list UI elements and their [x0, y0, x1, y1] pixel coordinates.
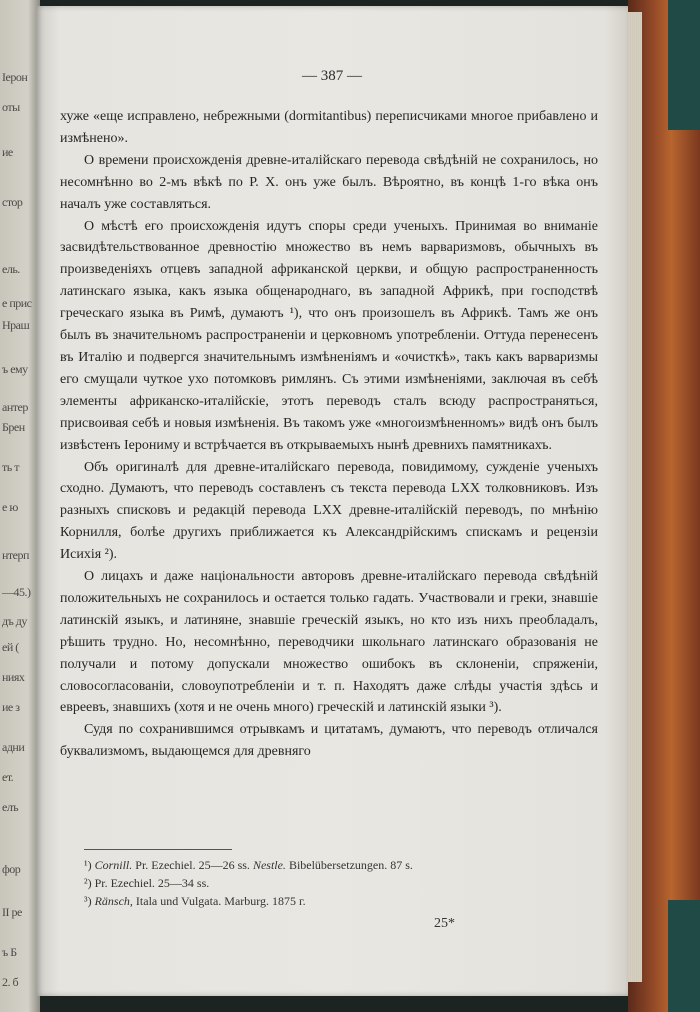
adjacent-left-page: [0, 0, 40, 1012]
page-body: [60, 106, 598, 763]
left-page-fragment: ІІ ре: [2, 905, 22, 919]
left-page-fragment: е прис: [2, 296, 32, 310]
left-page-fragment: ет.: [2, 770, 14, 784]
signature-mark: 25*: [434, 916, 455, 931]
paragraph: хуже «еще исправлено, небрежными (dormitantibus) переписчиками многое прибавлено и измѣнено».: [60, 109, 598, 146]
left-page-fragment: ъ Б: [2, 945, 17, 959]
footnote-mark: ¹): [84, 858, 92, 872]
left-page-fragment: ниях: [2, 670, 25, 684]
footnote-mark: ³): [84, 894, 92, 908]
left-page-fragment: ей (: [2, 640, 19, 654]
left-page-fragment: ель.: [2, 262, 20, 276]
left-page-fragment: ие: [2, 145, 13, 159]
left-page-fragment: 2. б: [2, 975, 19, 989]
left-page-fragment: елъ: [2, 800, 19, 814]
paragraph: О лицахъ и даже національности авторовъ древне-италійскаго перевода свѣдѣній положительныхъ не сохранилось и остается только гадать. Участвовали и греки, знавшіе латинскій языкъ, и латиняне, знавшіе греческій языкъ, но кто изъ нихъ преобладалъ, рѣшить трудно. Но, несомнѣнно, переводчики школьнаго латинскаго образованія не получали и потому допускали множество ошибокъ въ склоненіи, спряженіи, словосогласованіи, словоупотребленіи и т. п. Находятъ даже слѣды участія здѣсь и евреевъ, знавшихъ (хотя и не очень много) греческій и латинскій языки ³).: [60, 569, 598, 716]
paragraph: О мѣстѣ его происхожденія идутъ споры среди ученыхъ. Принимая во вниманіе засвидѣтельствованное древностію множество въ немъ варваризмовъ, обычныхъ въ произведеніяхъ отцевъ западной африканской церкви, и общую распространенность латинскаго языка, какъ языка общенароднаго, въ западной Африкѣ, при господствѣ греческаго языка въ Римѣ, думаютъ ¹), что онъ произошелъ въ Африкѣ. Тамъ же онъ былъ въ значительномъ распространеніи и церковномъ употребленіи. Оттуда перенесенъ въ Италію и подвергся значительнымъ измѣненіямъ и «очисткѣ», такъ какъ варваризмы его смущали чуткое ухо потомковъ римлянъ. Съ этими измѣненіями, заключая въ себѣ элементы африканско-италійскіе, этотъ переводъ сталъ всюду распространяться, присвоивая себѣ и новыя измѣненія. Въ такомъ уже «многоизмѣненномъ» видѣ онъ былъ извѣстенъ Іерониму и встрѣчается въ открываемыхъ нынѣ древнихъ памятникахъ.: [60, 218, 598, 453]
left-page-fragment: е ю: [2, 500, 18, 514]
page-number: — 387 —: [302, 68, 362, 84]
footnote-mark: ²): [84, 876, 92, 890]
left-page-fragment: стор: [2, 195, 23, 209]
footnote-text: Pr. Ezechiel. 25—26 ss.: [132, 858, 253, 872]
footnote: [84, 856, 604, 874]
left-page-fragment: фор: [2, 862, 21, 876]
footnote: [84, 892, 604, 910]
footnotes: [84, 856, 604, 910]
footnote: [84, 874, 604, 892]
footnote-text: Pr. Ezechiel. 25—34 ss.: [94, 876, 210, 890]
paragraph: О времени происхожденія древне-италійскаго перевода свѣдѣній не сохранилось, но несомнѣнно во 2-мъ вѣкѣ по Р. Х. онъ уже былъ. Вѣроятно, въ концѣ 1-го вѣка онъ началъ уже составляться.: [60, 152, 598, 212]
left-page-fragment: ие з: [2, 700, 20, 714]
left-page-fragment: дъ ду: [2, 614, 27, 628]
footnote-divider: [84, 849, 232, 850]
left-page-fragment: антер: [2, 400, 28, 414]
footnote-author: Ränsch,: [94, 894, 133, 908]
left-page-fragment: ть т: [2, 460, 19, 474]
footnote-text: Bibelübersetzungen. 87 s.: [285, 858, 413, 872]
left-page-fragment: адни: [2, 740, 25, 754]
footnote-text: Itala und Vulgata. Marburg. 1875 г.: [132, 894, 306, 908]
footnote-author: Cornill.: [94, 858, 133, 872]
book-page: [36, 6, 628, 996]
left-page-fragment: Нраш: [2, 318, 30, 332]
left-page-fragment: ъ ему: [2, 362, 28, 376]
paragraph: Объ оригиналѣ для древне-италійскаго перевода, повидимому, сужденіе ученыхъ сходно. Думаютъ, что переводъ составленъ съ текста перевода LXX толковниковъ. Изъ разныхъ списковъ и редакцій перевода LXX древне-италійскій переводъ, по мнѣнію Корнилля, болѣе другихъ приближается къ Александрійскимъ спискамъ и рецензіи Исихія ²).: [60, 459, 598, 563]
left-page-fragment: —45.): [2, 585, 31, 599]
paragraph: Судя по сохранившимся отрывкамъ и цитатамъ, думаютъ, что переводъ отличался буквализмомъ, выдающемся для древняго: [60, 722, 598, 760]
left-page-fragment: оты: [2, 100, 20, 114]
left-page-fragment: Іерон: [2, 70, 28, 84]
footnote-author: Nestle.: [252, 858, 286, 872]
left-page-fragment: Брен: [2, 420, 25, 434]
left-page-fragment: нтерп: [2, 548, 29, 562]
